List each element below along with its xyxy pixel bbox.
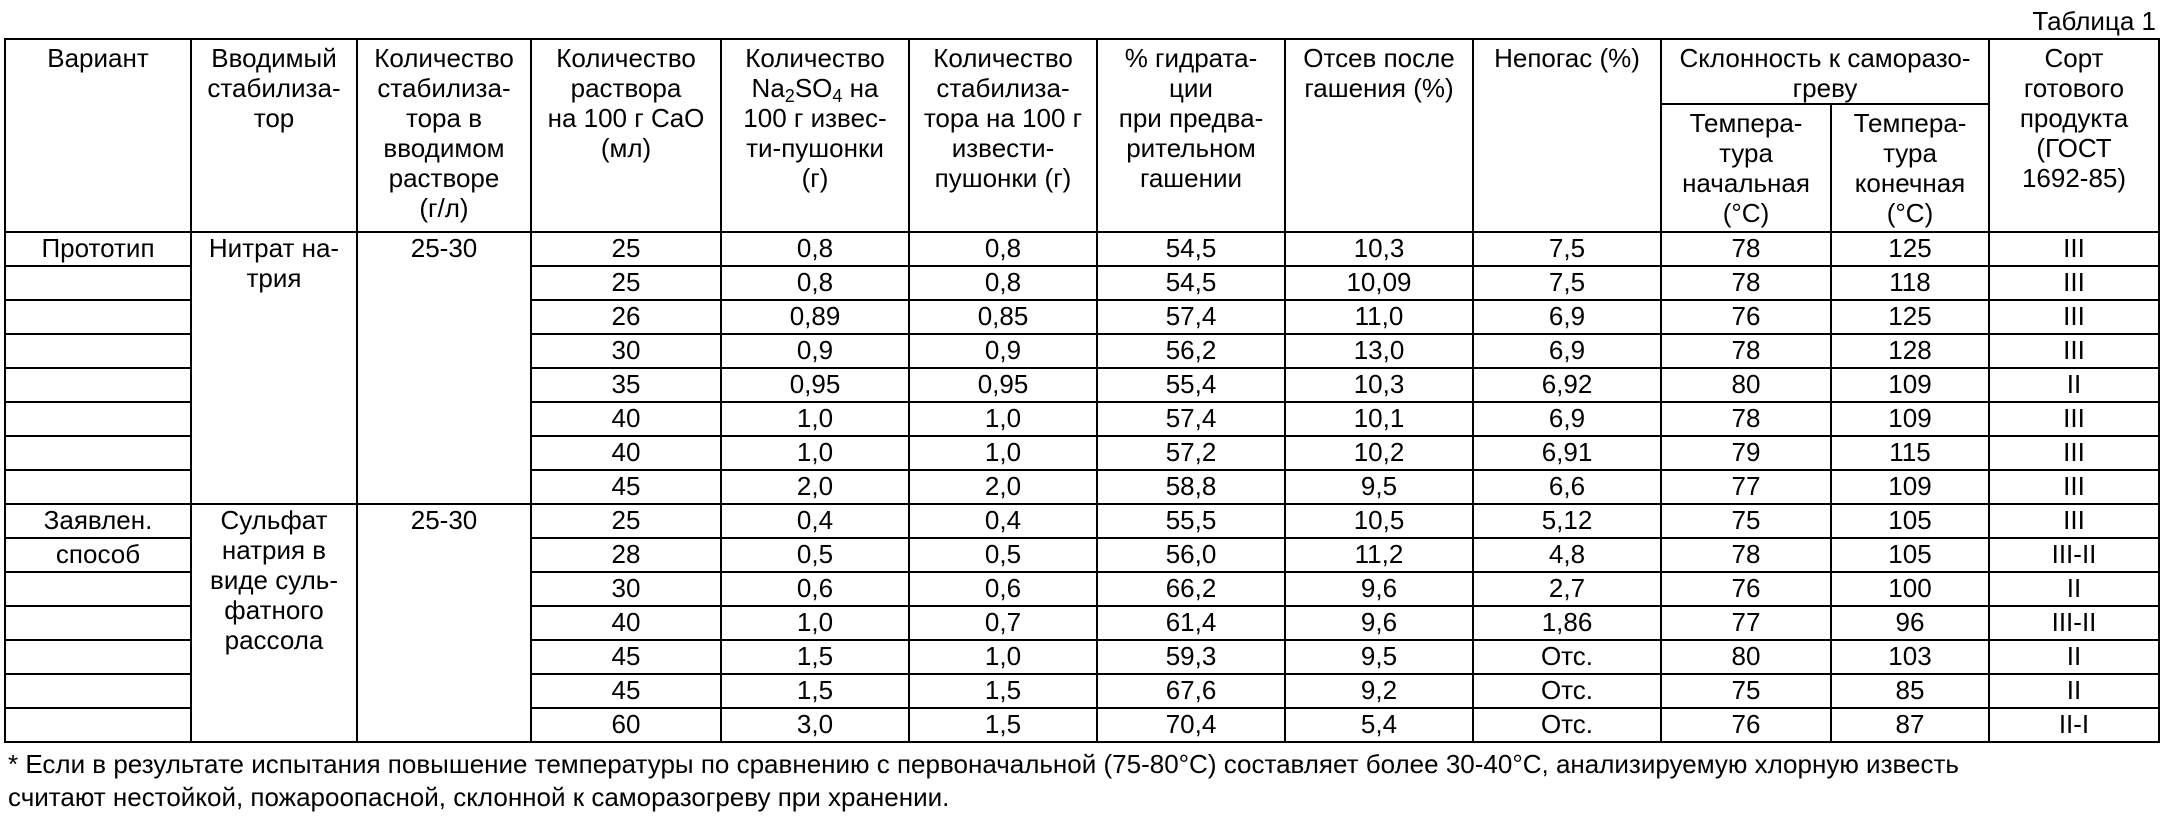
cell-solution-amount: 25 xyxy=(531,504,721,538)
cell-temp-final: 100 xyxy=(1831,572,1989,606)
text-line: виде суль- xyxy=(210,565,338,595)
cell-hydration: 55,5 xyxy=(1097,504,1285,538)
header-temp-final xyxy=(1831,104,1989,232)
cell-hydration: 54,5 xyxy=(1097,232,1285,266)
text-line: Количество xyxy=(374,43,514,73)
text-line: готового xyxy=(2023,73,2125,103)
cell-hydration: 67,6 xyxy=(1097,674,1285,708)
cell-na2so4-amount: 0,95 xyxy=(721,368,909,402)
cell-variant xyxy=(5,300,191,334)
text-line: тора на 100 г xyxy=(923,103,1083,133)
text-line: тура xyxy=(1883,138,1937,168)
text-line: (мл) xyxy=(600,133,652,163)
text-line: стабилиза- xyxy=(207,73,341,103)
cell-unslaked: 6,9 xyxy=(1473,402,1661,436)
text-line: греву xyxy=(1792,73,1858,103)
cell-grade: II xyxy=(1989,640,2159,674)
text-line: пушонки (г) xyxy=(934,163,1072,193)
cell-temp-initial: 75 xyxy=(1661,674,1831,708)
text-line: стабилиза- xyxy=(936,73,1070,103)
cell-unslaked: 7,5 xyxy=(1473,232,1661,266)
cell-stabilizer-per-100g: 0,5 xyxy=(909,538,1097,572)
cell-na2so4-amount: 0,89 xyxy=(721,300,909,334)
cell-na2so4-amount: 0,9 xyxy=(721,334,909,368)
text-line: Количество xyxy=(556,43,696,73)
cell-stabilizer xyxy=(191,504,357,742)
text-line: ции xyxy=(1169,73,1213,103)
cell-na2so4-amount: 0,4 xyxy=(721,504,909,538)
cell-variant xyxy=(5,674,191,708)
cell-unslaked: 6,6 xyxy=(1473,470,1661,504)
footnote-line: * Если в результате испытания повышение температуры по сравнению с первоначальной (75-80°С) составляет более 30-40°С, анализируемую хлорную известь xyxy=(8,749,1959,779)
cell-grade: III xyxy=(1989,402,2159,436)
cell-solution-amount: 40 xyxy=(531,402,721,436)
text-line: рассола xyxy=(224,625,324,655)
cell-hydration: 57,4 xyxy=(1097,300,1285,334)
cell-unslaked: 6,9 xyxy=(1473,334,1661,368)
cell-stabilizer-concentration: 25-30 xyxy=(357,504,531,742)
text-line: натрия в xyxy=(221,535,327,565)
table-row xyxy=(5,504,2159,538)
cell-temp-initial: 80 xyxy=(1661,368,1831,402)
cell-grade: II-I xyxy=(1989,708,2159,742)
text-line: (°C) xyxy=(1886,198,1934,228)
cell-screening: 10,5 xyxy=(1285,504,1473,538)
cell-variant xyxy=(5,436,191,470)
cell-temp-final: 115 xyxy=(1831,436,1989,470)
cell-temp-final: 85 xyxy=(1831,674,1989,708)
cell-stabilizer-per-100g: 0,8 xyxy=(909,266,1097,300)
text-line: (°C) xyxy=(1722,198,1770,228)
cell-hydration: 61,4 xyxy=(1097,606,1285,640)
cell-temp-initial: 78 xyxy=(1661,334,1831,368)
cell-grade: III xyxy=(1989,504,2159,538)
text-line: гашении xyxy=(1139,163,1243,193)
cell-solution-amount: 35 xyxy=(531,368,721,402)
cell-temp-initial: 76 xyxy=(1661,300,1831,334)
cell-variant: способ xyxy=(5,538,191,572)
text-line: (ГОСТ xyxy=(2036,133,2112,163)
cell-variant xyxy=(5,368,191,402)
cell-hydration: 55,4 xyxy=(1097,368,1285,402)
text-line: 100 г извес- xyxy=(743,103,887,133)
cell-solution-amount: 26 xyxy=(531,300,721,334)
text-line: % гидрата- xyxy=(1124,43,1258,73)
cell-variant xyxy=(5,640,191,674)
cell-temp-initial: 79 xyxy=(1661,436,1831,470)
cell-grade: III xyxy=(1989,232,2159,266)
cell-solution-amount: 40 xyxy=(531,436,721,470)
cell-unslaked: Отс. xyxy=(1473,708,1661,742)
cell-screening: 9,6 xyxy=(1285,572,1473,606)
cell-stabilizer-per-100g: 0,85 xyxy=(909,300,1097,334)
cell-solution-amount: 25 xyxy=(531,232,721,266)
cell-na2so4-amount: 1,0 xyxy=(721,436,909,470)
text-line: (г) xyxy=(801,163,829,193)
text-line: извести- xyxy=(951,133,1055,163)
header-self-heating xyxy=(1661,39,1989,104)
cell-temp-final: 109 xyxy=(1831,368,1989,402)
cell-temp-final: 87 xyxy=(1831,708,1989,742)
cell-grade: III xyxy=(1989,436,2159,470)
cell-na2so4-amount: 3,0 xyxy=(721,708,909,742)
cell-variant xyxy=(5,708,191,742)
cell-solution-amount: 60 xyxy=(531,708,721,742)
text-line: продукта xyxy=(2019,103,2129,133)
cell-grade: III xyxy=(1989,266,2159,300)
cell-unslaked: 1,86 xyxy=(1473,606,1661,640)
cell-na2so4-amount: 0,8 xyxy=(721,266,909,300)
table-caption: Таблица 1 xyxy=(2032,6,2156,36)
cell-solution-amount: 30 xyxy=(531,334,721,368)
text-line: рительном xyxy=(1126,133,1256,163)
cell-temp-initial: 80 xyxy=(1661,640,1831,674)
cell-variant xyxy=(5,572,191,606)
text-line: Сульфат xyxy=(220,505,328,535)
cell-temp-final: 118 xyxy=(1831,266,1989,300)
cell-na2so4-amount: 1,0 xyxy=(721,606,909,640)
cell-screening: 11,0 xyxy=(1285,300,1473,334)
cell-temp-initial: 76 xyxy=(1661,572,1831,606)
header-screening xyxy=(1285,39,1473,232)
text-line: тура xyxy=(1719,138,1773,168)
cell-temp-final: 128 xyxy=(1831,334,1989,368)
cell-grade: III xyxy=(1989,300,2159,334)
text-line: гашения (%) xyxy=(1304,73,1454,103)
cell-hydration: 57,4 xyxy=(1097,402,1285,436)
cell-hydration: 58,8 xyxy=(1097,470,1285,504)
text-line: Отсев после xyxy=(1303,43,1455,73)
data-table xyxy=(4,38,2160,743)
text-line: Нитрат на- xyxy=(208,233,340,263)
cell-unslaked: 5,12 xyxy=(1473,504,1661,538)
text-line: конечная xyxy=(1854,168,1966,198)
cell-hydration: 70,4 xyxy=(1097,708,1285,742)
text-line: трия xyxy=(246,263,302,293)
cell-unslaked: 6,92 xyxy=(1473,368,1661,402)
cell-temp-initial: 75 xyxy=(1661,504,1831,538)
footnote-line: считают нестойкой, пожароопасной, склонной к саморазогреву при хранении. xyxy=(8,782,950,812)
text-line: тор xyxy=(253,103,295,133)
text-line: стабилиза- xyxy=(377,73,511,103)
cell-temp-final: 109 xyxy=(1831,470,1989,504)
cell-stabilizer-per-100g: 2,0 xyxy=(909,470,1097,504)
text-line: растворе xyxy=(388,163,500,193)
cell-temp-final: 125 xyxy=(1831,232,1989,266)
cell-screening: 9,2 xyxy=(1285,674,1473,708)
cell-temp-final: 109 xyxy=(1831,402,1989,436)
cell-temp-final: 105 xyxy=(1831,504,1989,538)
cell-stabilizer-concentration: 25-30 xyxy=(357,232,531,504)
footnote xyxy=(8,748,2158,814)
cell-variant: Заявлен. xyxy=(5,504,191,538)
cell-na2so4-amount: 0,6 xyxy=(721,572,909,606)
cell-variant xyxy=(5,266,191,300)
cell-temp-final: 105 xyxy=(1831,538,1989,572)
header-temp-initial xyxy=(1661,104,1831,232)
cell-stabilizer-per-100g: 0,4 xyxy=(909,504,1097,538)
cell-screening: 10,2 xyxy=(1285,436,1473,470)
cell-solution-amount: 25 xyxy=(531,266,721,300)
text-line: на 100 г CaO xyxy=(547,103,705,133)
text-line: Вводимый xyxy=(211,43,337,73)
cell-temp-final: 125 xyxy=(1831,300,1989,334)
cell-screening: 9,6 xyxy=(1285,606,1473,640)
cell-stabilizer xyxy=(191,232,357,504)
header-na2so4-amount xyxy=(721,39,909,232)
table-row xyxy=(5,232,2159,266)
cell-hydration: 66,2 xyxy=(1097,572,1285,606)
cell-unslaked: 4,8 xyxy=(1473,538,1661,572)
cell-variant: Прототип xyxy=(5,232,191,266)
text-line: Темпера- xyxy=(1689,108,1803,138)
cell-stabilizer-per-100g: 0,95 xyxy=(909,368,1097,402)
cell-screening: 10,3 xyxy=(1285,368,1473,402)
cell-unslaked: Отс. xyxy=(1473,674,1661,708)
table-body xyxy=(5,232,2159,742)
cell-stabilizer-per-100g: 1,0 xyxy=(909,402,1097,436)
cell-unslaked: Отс. xyxy=(1473,640,1661,674)
text-line: ти-пушонки xyxy=(746,133,884,163)
cell-solution-amount: 45 xyxy=(531,674,721,708)
cell-temp-initial: 78 xyxy=(1661,266,1831,300)
header-stabilizer xyxy=(191,39,357,232)
cell-stabilizer-per-100g: 0,6 xyxy=(909,572,1097,606)
cell-temp-initial: 77 xyxy=(1661,606,1831,640)
text-line: Количество xyxy=(933,43,1073,73)
text-line: раствора xyxy=(570,73,682,103)
cell-screening: 10,3 xyxy=(1285,232,1473,266)
cell-solution-amount: 30 xyxy=(531,572,721,606)
cell-solution-amount: 45 xyxy=(531,640,721,674)
cell-solution-amount: 28 xyxy=(531,538,721,572)
cell-hydration: 56,2 xyxy=(1097,334,1285,368)
cell-grade: III-II xyxy=(1989,538,2159,572)
text-line: 1692-85) xyxy=(2021,163,2127,193)
text-line: тора в xyxy=(405,103,483,133)
header-na2so4-line1: Количество xyxy=(745,43,885,73)
text-line: при предва- xyxy=(1118,103,1264,133)
text-line: Сорт xyxy=(2044,43,2104,73)
cell-na2so4-amount: 0,8 xyxy=(721,232,909,266)
cell-temp-initial: 76 xyxy=(1661,708,1831,742)
cell-screening: 10,09 xyxy=(1285,266,1473,300)
cell-variant xyxy=(5,606,191,640)
cell-temp-initial: 78 xyxy=(1661,402,1831,436)
cell-grade: III-II xyxy=(1989,606,2159,640)
cell-unslaked: 2,7 xyxy=(1473,572,1661,606)
cell-na2so4-amount: 1,5 xyxy=(721,640,909,674)
text-line: Вариант xyxy=(47,43,149,73)
text-line: (г/л) xyxy=(419,193,469,223)
cell-unslaked: 6,9 xyxy=(1473,300,1661,334)
cell-variant xyxy=(5,334,191,368)
cell-na2so4-amount: 1,0 xyxy=(721,402,909,436)
cell-screening: 9,5 xyxy=(1285,640,1473,674)
cell-screening: 13,0 xyxy=(1285,334,1473,368)
cell-hydration: 56,0 xyxy=(1097,538,1285,572)
cell-variant xyxy=(5,402,191,436)
cell-stabilizer-per-100g: 1,5 xyxy=(909,708,1097,742)
cell-temp-initial: 77 xyxy=(1661,470,1831,504)
cell-hydration: 59,3 xyxy=(1097,640,1285,674)
cell-stabilizer-per-100g: 0,7 xyxy=(909,606,1097,640)
header-unslaked xyxy=(1473,39,1661,232)
header-solution-amount xyxy=(531,39,721,232)
table-header xyxy=(5,39,2159,232)
cell-grade: III xyxy=(1989,334,2159,368)
cell-grade: II xyxy=(1989,572,2159,606)
cell-stabilizer-per-100g: 1,5 xyxy=(909,674,1097,708)
cell-grade: III xyxy=(1989,470,2159,504)
cell-screening: 11,2 xyxy=(1285,538,1473,572)
text-line: Темпера- xyxy=(1853,108,1967,138)
header-stabilizer-per-100g xyxy=(909,39,1097,232)
text-line: Непогас (%) xyxy=(1494,43,1640,73)
cell-screening: 9,5 xyxy=(1285,470,1473,504)
cell-temp-initial: 78 xyxy=(1661,232,1831,266)
cell-temp-initial: 78 xyxy=(1661,538,1831,572)
cell-stabilizer-per-100g: 1,0 xyxy=(909,436,1097,470)
cell-na2so4-amount: 2,0 xyxy=(721,470,909,504)
cell-na2so4-amount: 0,5 xyxy=(721,538,909,572)
header-hydration xyxy=(1097,39,1285,232)
cell-solution-amount: 40 xyxy=(531,606,721,640)
cell-grade: II xyxy=(1989,674,2159,708)
text-line: начальная xyxy=(1682,168,1810,198)
text-line: вводимом xyxy=(383,133,505,163)
cell-screening: 5,4 xyxy=(1285,708,1473,742)
header-grade xyxy=(1989,39,2159,232)
header-na2so4-formula: $Na_2SO_4$ на xyxy=(751,73,879,106)
cell-grade: II xyxy=(1989,368,2159,402)
header-stabilizer-concentration xyxy=(357,39,531,232)
cell-hydration: 57,2 xyxy=(1097,436,1285,470)
cell-stabilizer-per-100g: 0,9 xyxy=(909,334,1097,368)
cell-unslaked: 6,91 xyxy=(1473,436,1661,470)
text-line: фатного xyxy=(224,595,324,625)
cell-solution-amount: 45 xyxy=(531,470,721,504)
cell-temp-final: 103 xyxy=(1831,640,1989,674)
cell-temp-final: 96 xyxy=(1831,606,1989,640)
header-na2so4-rest xyxy=(724,103,906,193)
header-variant xyxy=(5,39,191,232)
cell-stabilizer-per-100g: 1,0 xyxy=(909,640,1097,674)
cell-screening: 10,1 xyxy=(1285,402,1473,436)
cell-variant xyxy=(5,470,191,504)
cell-unslaked: 7,5 xyxy=(1473,266,1661,300)
cell-stabilizer-per-100g: 0,8 xyxy=(909,232,1097,266)
cell-hydration: 54,5 xyxy=(1097,266,1285,300)
cell-na2so4-amount: 1,5 xyxy=(721,674,909,708)
text-line: Склонность к саморазо- xyxy=(1679,43,1971,73)
